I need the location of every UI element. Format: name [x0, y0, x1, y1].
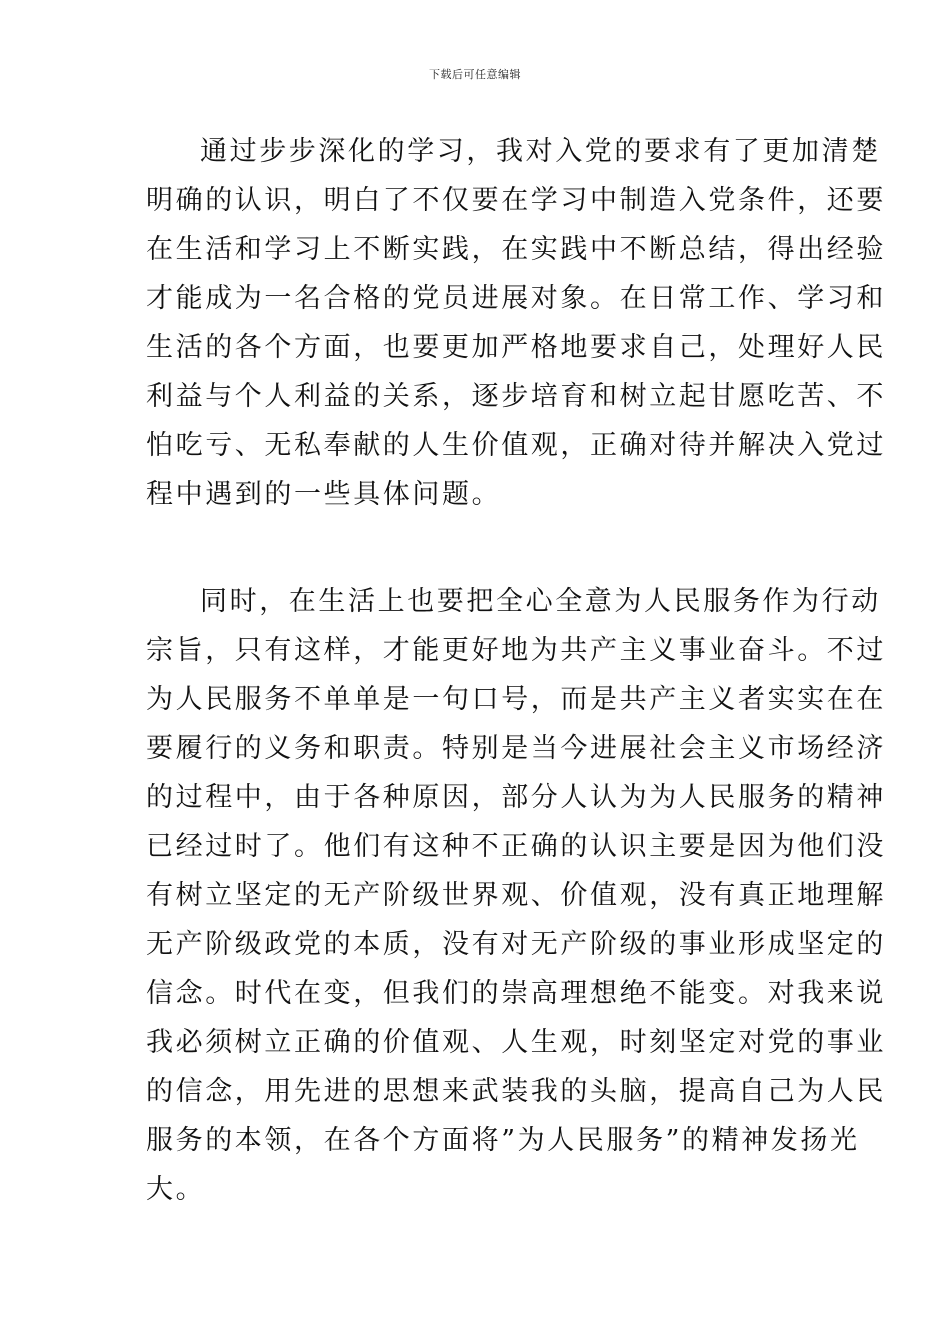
paragraph-line: 宗旨，只有这样，才能更好地为共产主义事业奋斗。不过: [146, 635, 886, 666]
page-header: 下载后可任意编辑: [429, 68, 521, 81]
paragraph-line: 程中遇到的一些具体问题。: [146, 479, 502, 510]
paragraph-line: 为人民服务不单单是一句口号，而是共产主义者实实在在: [146, 684, 886, 715]
paragraph-line: 的信念，用先进的思想来武装我的头脑，提高自己为人民: [146, 1076, 886, 1107]
paragraph-line: 利益与个人利益的关系，逐步培育和树立起甘愿吃苦、不: [146, 381, 886, 412]
paragraph-line: 信念。时代在变，但我们的崇高理想绝不能变。对我来说: [146, 978, 886, 1009]
paragraph-line: 要履行的义务和职责。特别是当今进展社会主义市场经济: [146, 733, 886, 764]
paragraph-2: [146, 584, 886, 1221]
paragraph-line: 有树立坚定的无产阶级世界观、价值观，没有真正地理解: [146, 880, 886, 911]
paragraph-line: 同时，在生活上也要把全心全意为人民服务作为行动: [200, 586, 881, 617]
paragraph-line: 无产阶级政党的本质，没有对无产阶级的事业形成坚定的: [146, 929, 886, 960]
paragraph-line: 的过程中，由于各种原因，部分人认为为人民服务的精神: [146, 782, 886, 813]
paragraph-line: 服务的本领，在各个方面将”为人民服务”的精神发扬光: [146, 1125, 860, 1156]
paragraph-line: 大。: [146, 1174, 206, 1205]
paragraph-line: 通过步步深化的学习，我对入党的要求有了更加清楚: [200, 136, 881, 167]
paragraph-line: 生活的各个方面，也要更加严格地要求自己，处理好人民: [146, 332, 886, 363]
paragraph-line: 我必须树立正确的价值观、人生观，时刻坚定对党的事业: [146, 1027, 886, 1058]
paragraph-line: 明确的认识，明白了不仅要在学习中制造入党条件，还要: [146, 185, 886, 216]
paragraph-line: 怕吃亏、无私奉献的人生价值观，正确对待并解决入党过: [146, 430, 886, 461]
paragraph-line: 在生活和学习上不断实践，在实践中不断总结，得出经验: [146, 234, 886, 265]
paragraph-line: 已经过时了。他们有这种不正确的认识主要是因为他们没: [146, 831, 886, 862]
paragraph-1: [146, 134, 886, 526]
paragraph-line: 才能成为一名合格的党员进展对象。在日常工作、学习和: [146, 283, 886, 314]
